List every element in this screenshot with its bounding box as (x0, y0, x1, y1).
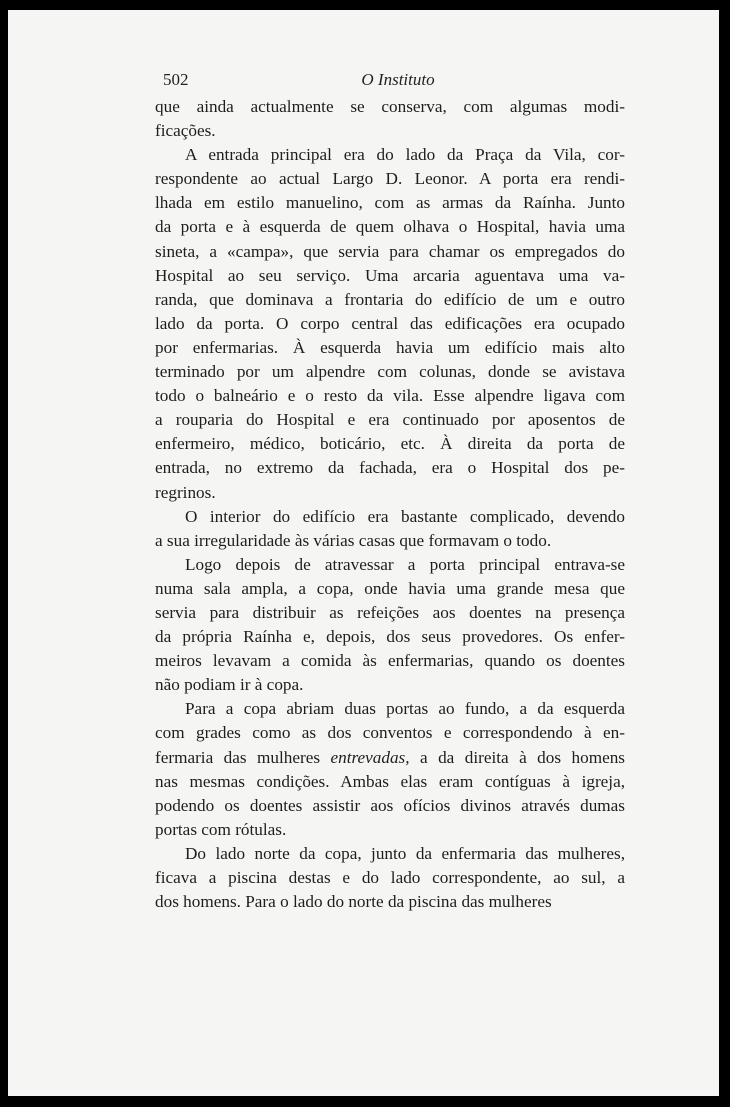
text-line: dos homens. Para o lado do norte da piscina das mulheres (155, 892, 552, 912)
text-line: Hospital ao seu serviço. Uma arcaria aguentava uma va- (155, 265, 625, 285)
text-line: meiros levavam a comida às enfermarias, quando os doentes (155, 651, 625, 671)
text-line: lhada em estilo manuelino, com as armas da Raínha. Junto (155, 193, 625, 213)
paragraph (155, 553, 625, 698)
text-line: regrinos. (155, 482, 216, 502)
paragraph (155, 505, 625, 553)
text-line: numa sala ampla, a copa, onde havia uma grande mesa que (155, 578, 625, 598)
text-line: podendo os doentes assistir aos ofícios divinos através dumas (155, 795, 625, 815)
text-line: com grades como as dos conventos e correspondendo à en- (155, 723, 625, 743)
text-line: Logo depois de atravessar a porta principal entrava-se (185, 554, 625, 574)
text-line: por enfermarias. À esquerda havia um edifício mais alto (155, 337, 625, 357)
text-line: que ainda actualmente se conserva, com algumas modi- (155, 97, 625, 116)
text-line: Para a copa abriam duas portas ao fundo, a da esquerda (185, 699, 625, 719)
text-line: ficava a piscina destas e do lado correspondente, ao sul, a (155, 868, 625, 887)
text-line: entrada, no extremo da fachada, era o Hospital dos pe- (155, 458, 625, 478)
page-header (163, 70, 633, 94)
paragraph (155, 143, 625, 504)
text-line: fermaria das mulheres entrevadas, a da direita à dos homens (155, 747, 625, 767)
page-number: 502 (163, 70, 189, 89)
text-line: O interior do edifício era bastante complicado, devendo (185, 506, 625, 526)
text-line: terminado por um alpendre com colunas, donde se avistava (155, 362, 625, 382)
text-line: não podiam ir à copa. (155, 675, 304, 695)
body-text (155, 95, 625, 914)
text-line: a rouparia do Hospital e era continuado por aposentos de (155, 410, 625, 430)
paragraph (155, 842, 625, 914)
text-line: Do lado norte da copa, junto da enfermaria das mulheres, (185, 843, 625, 863)
text-line: respondente ao actual Largo D. Leonor. A porta era rendi- (155, 169, 625, 189)
paragraph (155, 95, 625, 143)
text-line: servia para distribuir as refeições aos doentes na presença (155, 602, 625, 622)
text-line: portas com rótulas. (155, 819, 287, 839)
text-line: enfermeiro, médico, boticário, etc. À direita da porta de (155, 434, 625, 454)
text-line: da porta e à esquerda de quem olhava o Hospital, havia uma (155, 217, 625, 237)
text-line: todo o balneário e o resto da vila. Esse alpendre ligava com (155, 386, 625, 406)
text-line: sineta, a «campa», que servia para chamar os empregados do (155, 241, 625, 261)
text-line: lado da porta. O corpo central das edificações era ocupado (155, 313, 625, 333)
text-line: nas mesmas condições. Ambas elas eram contíguas à igreja, (155, 771, 625, 791)
text-line: a sua irregularidade às várias casas que formavam o todo. (155, 530, 552, 550)
text-line: A entrada principal era do lado da Praça da Vila, cor- (185, 145, 625, 165)
running-title: O Instituto (361, 70, 435, 89)
text-line: da própria Raínha e, depois, dos seus provedores. Os enfer- (155, 627, 625, 647)
text-line: ficações. (155, 121, 216, 141)
text-line: randa, que dominava a frontaria do edifício de um e outro (155, 289, 625, 309)
paragraph (155, 697, 625, 842)
